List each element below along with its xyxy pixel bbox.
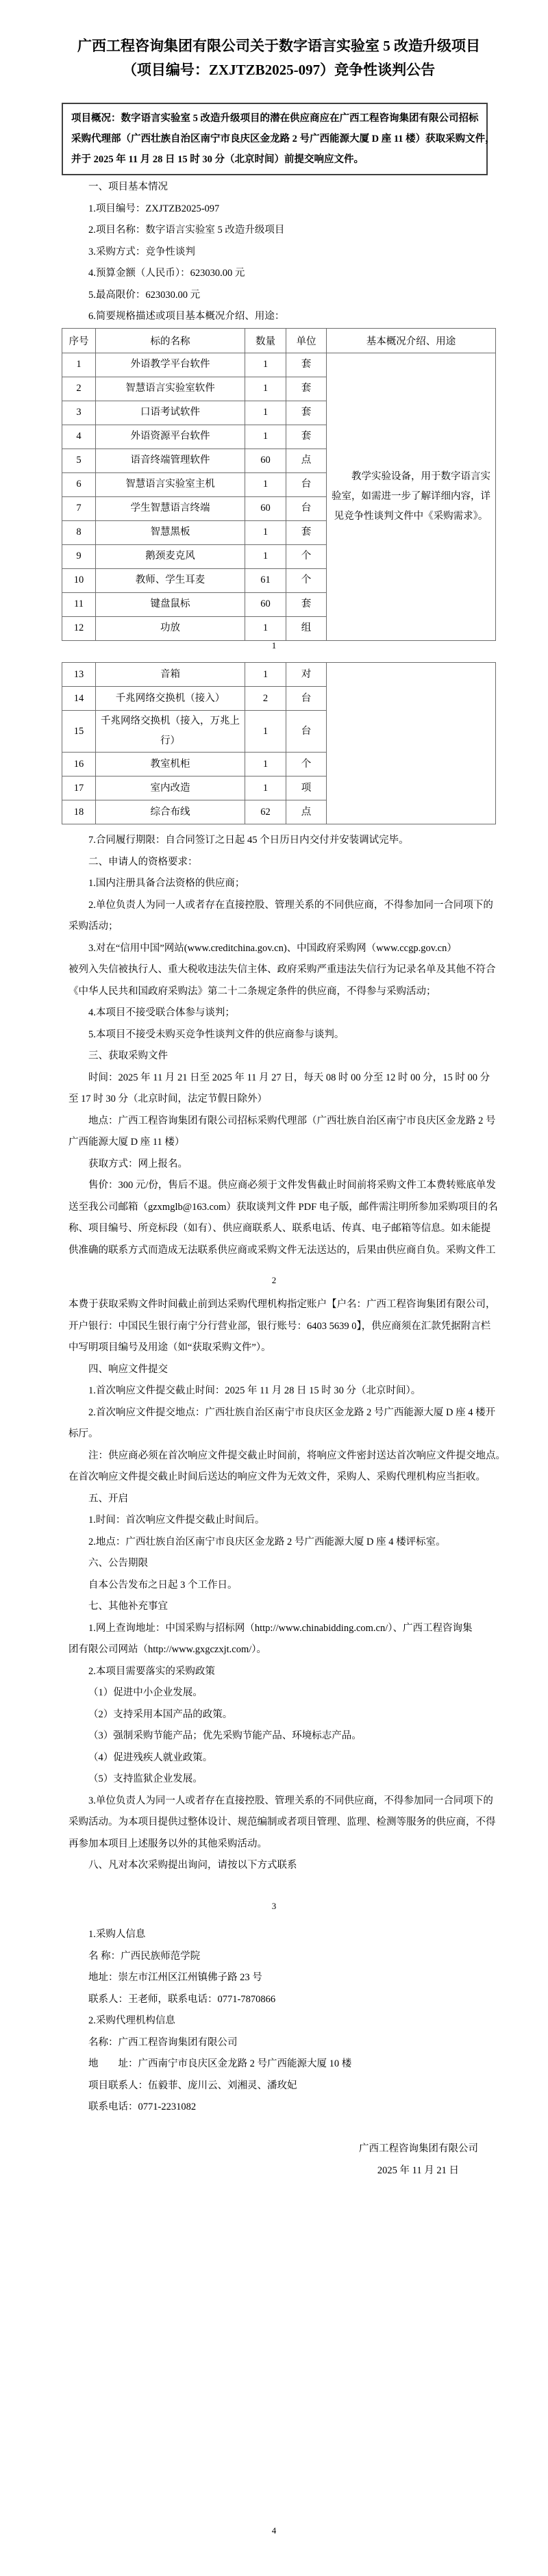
- item-name-cell: 鹅颈麦克风: [96, 544, 245, 568]
- paragraph: [68, 1294, 496, 1359]
- column-header: 标的名称: [96, 328, 245, 353]
- paragraph: [68, 177, 489, 199]
- item-no-cell: 4: [62, 425, 96, 449]
- paragraph: [68, 285, 489, 307]
- paragraph: [68, 1661, 489, 1683]
- paragraph: [68, 1791, 496, 1856]
- text-line: 项目概况：数字语言实验室 5 改造升级项目的潜在供应商应在广西工程咨询集团有限公司招标: [71, 113, 479, 124]
- text-line: （5）支持监狱企业发展。: [88, 1773, 203, 1784]
- text-line: 联系人：王老师，联系电话：0771-7870866: [88, 1993, 276, 2005]
- text-line: 四、响应文件提交: [88, 1363, 168, 1375]
- text-line: 六、公告期限: [88, 1558, 148, 1569]
- quantity-cell: 1: [245, 616, 286, 640]
- quantity-cell: 1: [245, 425, 286, 449]
- text-line: 采购活动。为本项目提供过整体设计、规范编制或者项目管理、监理、检测等服务的供应商，不得: [68, 1817, 496, 1828]
- item-no-cell: 17: [62, 776, 96, 800]
- text-line: 2.采购代理机构信息: [88, 2015, 175, 2026]
- column-header: 序号: [62, 328, 96, 353]
- text-line: 中写明项目编号及用途（如“获取采购文件”）。: [68, 1342, 271, 1353]
- section-submission-and-policies: [68, 1294, 506, 1877]
- item-name-cell: 智慧语言实验室软件: [96, 377, 245, 401]
- section-contact-info: [68, 1924, 489, 2119]
- text-line: 采购活动；: [68, 921, 119, 932]
- item-name-cell: 音箱: [96, 663, 245, 687]
- text-line: 注：供应商必须在首次响应文件提交截止时间前，将响应文件密封送达首次响应文件提交地点。: [88, 1450, 506, 1461]
- text-line: 名 称：广西民族师范学院: [88, 1950, 201, 1962]
- document-page-1: [0, 0, 548, 659]
- column-header: 基本概况介绍、用途: [327, 328, 496, 353]
- text-line: 广西工程咨询集团有限公司关于数字语言实验室 5 改造升级项目: [77, 38, 480, 54]
- quantity-cell: 1: [245, 401, 286, 425]
- paragraph: [68, 306, 489, 328]
- paragraph: [68, 1489, 489, 1511]
- text-line: 三、获取采购文件: [88, 1050, 168, 1061]
- text-line: （2）支持采用本国产品的政策。: [88, 1708, 233, 1720]
- text-line: 一、项目基本情况: [88, 181, 168, 192]
- paragraph: [68, 199, 489, 220]
- paragraph: [68, 2075, 489, 2097]
- paragraph: [68, 1002, 489, 1024]
- unit-cell: 套: [286, 401, 327, 425]
- text-line: 称、项目编号、所竞标段（如有）、供应商联系人、联系电话、传真、电子邮箱等信息。如未能提: [68, 1223, 491, 1234]
- text-line: 八、凡对本次采购提出询问，请按以下方式联系: [88, 1860, 297, 1871]
- paragraph: [68, 1046, 489, 1068]
- item-name-cell: 学生智慧语言终端: [96, 496, 245, 520]
- paragraph: [68, 220, 489, 242]
- signature-company: 广西工程咨询集团有限公司: [359, 2143, 478, 2154]
- unit-cell: 点: [286, 800, 327, 824]
- page-number-4: 4: [271, 2525, 277, 2536]
- unit-cell: 台: [286, 711, 327, 753]
- text-line: （项目编号：ZXJTZB2025-097）竞争性谈判公告: [122, 62, 436, 78]
- text-line: 本费于获取采购文件时间截止前到达采购代理机构指定账户【户名：广西工程咨询集团有限公司，: [68, 1299, 496, 1310]
- paragraph: [68, 895, 493, 938]
- project-overview-box: [62, 103, 495, 175]
- page-number-2: 2: [271, 1275, 277, 1285]
- text-line: 五、开启: [88, 1493, 128, 1504]
- text-line: 再参加本项目上述服务以外的其他采购活动。: [68, 1838, 267, 1849]
- quantity-cell: 61: [245, 568, 286, 592]
- text-line: 1.国内注册具备合法资格的供应商；: [88, 878, 245, 889]
- text-line: 地址：崇左市江州区江州镇佛子路 23 号: [88, 1972, 262, 1983]
- document-page-3: [0, 1291, 548, 1917]
- paragraph: [68, 1553, 489, 1575]
- item-no-cell: 3: [62, 401, 96, 425]
- paragraph: [68, 1747, 489, 1769]
- text-line: 3.单位负责人为同一人或者存在直接控股、管理关系的不同供应商，不得参加同一合同项下的: [88, 1795, 493, 1806]
- item-name-cell: 教室机柜: [96, 753, 245, 776]
- paragraph: [68, 1154, 489, 1176]
- paragraph: [68, 242, 489, 264]
- text-line: 7.合同履行期限：自合同签订之日起 45 个日历日内交付并安装调试完毕。: [88, 835, 409, 846]
- text-line: 2.项目名称：数字语言实验室 5 改造升级项目: [88, 225, 285, 236]
- text-line: 1.首次响应文件提交截止时间：2025 年 11 月 28 日 15 时 30 分（北京时间）。: [88, 1385, 421, 1396]
- paragraph: [68, 1532, 489, 1554]
- text-line: 5.最高限价：623030.00 元: [88, 289, 201, 301]
- item-name-cell: 智慧黑板: [96, 520, 245, 544]
- paragraph: [68, 1380, 489, 1402]
- quantity-cell: 1: [245, 776, 286, 800]
- items-table-header: [62, 328, 496, 353]
- item-name-cell: 语音终端管理软件: [96, 449, 245, 472]
- paragraph: [68, 1111, 496, 1154]
- text-line: 2.首次响应文件提交地点：广西壮族自治区南宁市良庆区金龙路 2 号广西能源大厦 D 座 4 楼开: [88, 1406, 496, 1418]
- item-no-cell: 16: [62, 753, 96, 776]
- quantity-cell: 1: [245, 663, 286, 687]
- text-line: 名称：广西工程咨询集团有限公司: [88, 2036, 238, 2048]
- paragraph: [68, 1967, 489, 1989]
- item-no-cell: 6: [62, 472, 96, 496]
- quantity-cell: 1: [245, 472, 286, 496]
- unit-cell: 项: [286, 776, 327, 800]
- unit-cell: 个: [286, 753, 327, 776]
- paragraph: [68, 1596, 489, 1618]
- column-header: 数量: [245, 328, 286, 353]
- text-line: 2.本项目需要落实的采购政策: [88, 1665, 215, 1677]
- paragraph: [68, 1510, 489, 1532]
- quantity-cell: 1: [245, 353, 286, 377]
- text-line: 获取方式：网上报名。: [88, 1158, 188, 1170]
- text-line: 团有限公司网站（http://www.gxgczxjt.com/）。: [68, 1644, 267, 1655]
- text-line: 售价：300 元/份，售后不退。供应商必须于文件发售截止时间前将采购文件工本费转账底单发: [88, 1180, 496, 1191]
- item-no-cell: 8: [62, 520, 96, 544]
- unit-cell: 台: [286, 472, 327, 496]
- text-line: 2.单位负责人为同一人或者存在直接控股、管理关系的不同供应商，不得参加同一合同项下的: [88, 899, 493, 911]
- document-page-4: [0, 1917, 548, 2576]
- document-page-2: [0, 659, 548, 1291]
- item-name-cell: 综合布线: [96, 800, 245, 824]
- text-line: 1.项目编号：ZXJTZB2025-097: [88, 203, 220, 214]
- page-number-3: 3: [271, 1901, 277, 1911]
- item-no-cell: 1: [62, 353, 96, 377]
- quantity-cell: 60: [245, 496, 286, 520]
- paragraph: [68, 1575, 489, 1597]
- item-name-cell: 千兆网络交换机（接入）: [96, 687, 245, 711]
- text-line: 6.简要规格描述或项目基本概况介绍、用途：: [88, 311, 285, 322]
- item-name-cell: 功放: [96, 616, 245, 640]
- paragraph: [68, 1445, 506, 1489]
- text-line: 在首次响应文件提交截止时间后送达的响应文件为无效文件，采购人、采购代理机构应当拒收。: [68, 1472, 486, 1482]
- text-line: 七、其他补充事宜: [88, 1601, 168, 1612]
- items-table-body-2: [62, 663, 496, 824]
- page-number-1: 1: [271, 640, 277, 651]
- paragraph: [68, 1682, 489, 1704]
- paragraph: [68, 2032, 489, 2054]
- text-line: 《中华人民共和国政府采购法》第二十二条规定条件的供应商，不得参与采购活动；: [68, 985, 436, 997]
- unit-cell: 套: [286, 592, 327, 616]
- quantity-cell: 62: [245, 800, 286, 824]
- item-no-cell: 7: [62, 496, 96, 520]
- item-name-cell: 室内改造: [96, 776, 245, 800]
- section-qualifications-and-documents: [68, 830, 498, 1261]
- text-line: 时间：2025 年 11 月 21 日至 2025 年 11 月 27 日，每天 08 时 00 分至 12 时 00 分，15 时 00 分: [88, 1072, 490, 1083]
- paragraph: [68, 2010, 489, 2032]
- text-line: 供准确的联系方式而造成无法联系供应商或采购文件无法送达的，后果由供应商自负。采购文件工: [68, 1244, 496, 1256]
- text-line: 送至我公司邮箱（gzxmglb@163.com）获取谈判文件 PDF 电子版，邮件需注明所参加采购项目的名: [68, 1201, 498, 1213]
- text-line: 2.地点：广西壮族自治区南宁市良庆区金龙路 2 号广西能源大厦 D 座 4 楼评标室。: [88, 1536, 446, 1548]
- paragraph: [68, 852, 489, 874]
- text-line: 并于 2025 年 11 月 28 日 15 时 30 分（北京时间）前提交响应文件。: [71, 154, 364, 165]
- paragraph: [68, 873, 489, 895]
- item-name-cell: 外语教学平台软件: [96, 353, 245, 377]
- text-line: （3）强制采购节能产品；优先采购节能产品、环境标志产品。: [88, 1730, 362, 1741]
- paragraph: [68, 1402, 496, 1445]
- item-no-cell: 12: [62, 616, 96, 640]
- paragraph: [68, 830, 489, 852]
- paragraph: [68, 1855, 489, 1877]
- paragraph: [68, 1024, 489, 1046]
- paragraph: [68, 938, 496, 1003]
- item-no-cell: 10: [62, 568, 96, 592]
- unit-cell: 套: [286, 377, 327, 401]
- text-line: 地点：广西工程咨询集团有限公司招标采购代理部（广西壮族自治区南宁市良庆区金龙路 2 号: [88, 1115, 496, 1126]
- item-name-cell: 智慧语言实验室主机: [96, 472, 245, 496]
- item-name-cell: 外语资源平台软件: [96, 425, 245, 449]
- item-description-cell: [327, 663, 496, 824]
- quantity-cell: 1: [245, 544, 286, 568]
- text-line: 地 址：广西南宁市良庆区金龙路 2 号广西能源大厦 10 楼: [88, 2058, 352, 2069]
- text-line: 3.对在“信用中国”网站(www.creditchina.gov.cn)、中国政府采购网（www.ccgp.gov.cn）: [88, 942, 457, 954]
- paragraph: [68, 1175, 498, 1261]
- text-line: 开户银行：中国民生银行南宁分行营业部，银行账号：6403 5639 0】，供应商须在汇款凭据附言栏: [68, 1320, 491, 1332]
- text-line: （4）促进残疾人就业政策。: [88, 1752, 213, 1763]
- item-name-cell: 教师、学生耳麦: [96, 568, 245, 592]
- paragraph: [68, 1769, 489, 1791]
- item-no-cell: 11: [62, 592, 96, 616]
- item-no-cell: 9: [62, 544, 96, 568]
- item-no-cell: 18: [62, 800, 96, 824]
- document-title: [68, 34, 489, 82]
- paragraph: [68, 1704, 489, 1726]
- text-line: 1.时间：首次响应文件提交截止时间后。: [88, 1515, 265, 1526]
- item-description-cell: 教学实验设备，用于数字语言实验室，如需进一步了解详细内容，详见竞争性谈判文件中《采购需求》。: [327, 353, 496, 640]
- unit-cell: 个: [286, 544, 327, 568]
- text-line: 至 17 时 30 分（北京时间，法定节假日除外）: [68, 1094, 267, 1104]
- text-line: 项目联系人：伍毅菲、庞川云、刘湘灵、潘玫妃: [88, 2080, 297, 2091]
- quantity-cell: 1: [245, 520, 286, 544]
- items-table-body-1: [62, 353, 496, 640]
- text-line: 联系电话：0771-2231082: [88, 2101, 197, 2112]
- quantity-cell: 60: [245, 449, 286, 472]
- unit-cell: 台: [286, 496, 327, 520]
- items-table-page2: [62, 662, 496, 824]
- item-no-cell: 5: [62, 449, 96, 472]
- item-name-cell: 口语考试软件: [96, 401, 245, 425]
- table-row: [62, 353, 496, 377]
- text-line: 5.本项目不接受未购买竞争性谈判文件的供应商参与谈判。: [88, 1028, 345, 1040]
- paragraph: [68, 1618, 489, 1661]
- paragraph: [68, 263, 489, 285]
- paragraph: [68, 1946, 489, 1968]
- quantity-cell: 1: [245, 753, 286, 776]
- signature-block: [68, 2138, 489, 2182]
- paragraph: [68, 2097, 489, 2119]
- paragraph: [68, 1924, 489, 1946]
- unit-cell: 套: [286, 353, 327, 377]
- quantity-cell: 1: [245, 377, 286, 401]
- unit-cell: 台: [286, 687, 327, 711]
- quantity-cell: 1: [245, 711, 286, 753]
- items-table-page1: [62, 328, 496, 641]
- paragraph: [68, 1359, 489, 1381]
- text-line: 二、申请人的资格要求：: [88, 856, 198, 868]
- unit-cell: 套: [286, 425, 327, 449]
- paragraph: [68, 1989, 489, 2011]
- text-line: 自本公告发布之日起 3 个工作日。: [88, 1579, 238, 1591]
- text-line: （1）促进中小企业发展。: [88, 1687, 203, 1698]
- item-name-cell: 千兆网络交换机（接入，万兆上行）: [96, 711, 245, 753]
- text-line: 3.采购方式：竞争性谈判: [88, 246, 195, 257]
- item-name-cell: 键盘鼠标: [96, 592, 245, 616]
- unit-cell: 套: [286, 520, 327, 544]
- paragraph: [68, 2054, 489, 2075]
- text-line: 4.本项目不接受联合体参与谈判；: [88, 1007, 235, 1018]
- table-row: [62, 663, 496, 687]
- text-line: 1.网上查询地址：中国采购与招标网（http://www.chinabidding.com.cn/）、广西工程咨询集: [88, 1622, 473, 1634]
- text-line: 标厅。: [68, 1428, 99, 1439]
- text-line: 采购代理部（广西壮族自治区南宁市良庆区金龙路 2 号广西能源大厦 D 座 11 楼）获取采购文件，: [71, 134, 495, 144]
- text-line: 4.预算金额（人民币）：623030.00 元: [88, 268, 245, 279]
- item-no-cell: 2: [62, 377, 96, 401]
- unit-cell: 个: [286, 568, 327, 592]
- item-no-cell: 15: [62, 711, 96, 753]
- item-no-cell: 13: [62, 663, 96, 687]
- column-header: 单位: [286, 328, 327, 353]
- unit-cell: 对: [286, 663, 327, 687]
- signature-date: 2025 年 11 月 21 日: [377, 2164, 459, 2176]
- text-line: 被列入失信被执行人、重大税收违法失信主体、政府采购严重违法失信行为记录名单及其他不符合: [68, 964, 496, 975]
- table-header-row: [62, 328, 496, 353]
- text-line: 1.采购人信息: [88, 1929, 146, 1940]
- quantity-cell: 60: [245, 592, 286, 616]
- text-line: 广西能源大厦 D 座 11 楼）: [68, 1137, 185, 1148]
- paragraph: [68, 1068, 489, 1111]
- unit-cell: 组: [286, 616, 327, 640]
- item-no-cell: 14: [62, 687, 96, 711]
- unit-cell: 点: [286, 449, 327, 472]
- section-basic-info: [68, 177, 489, 328]
- quantity-cell: 2: [245, 687, 286, 711]
- paragraph: [68, 1726, 489, 1747]
